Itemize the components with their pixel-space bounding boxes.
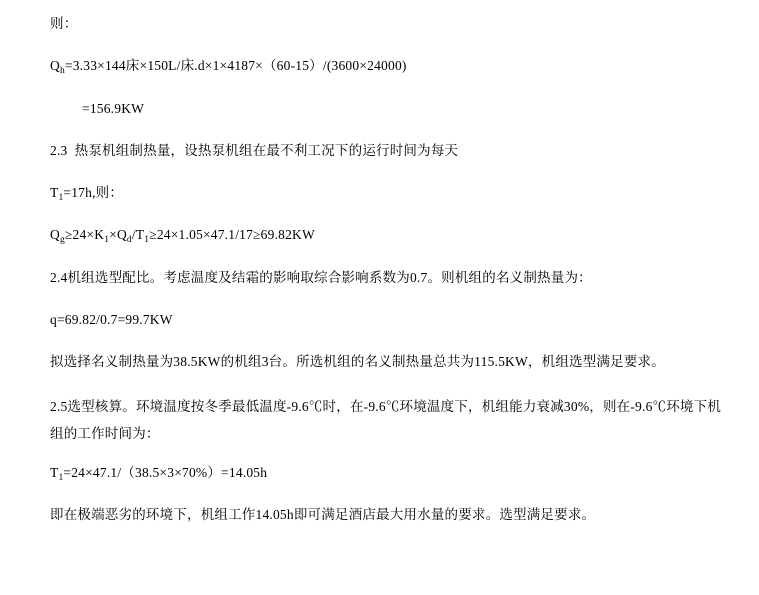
paragraph-qh-formula xyxy=(26,56,733,76)
paragraph-t1-calculation xyxy=(26,463,733,483)
paragraph-section-2-5 xyxy=(26,394,733,447)
subscript-1: 1 xyxy=(58,472,64,483)
paragraph-t1-definition xyxy=(26,183,733,203)
paragraph-qg-formula xyxy=(26,225,733,245)
paragraph-selection xyxy=(26,352,733,372)
paragraph-conclusion xyxy=(26,505,733,525)
paragraph-text: 2.5选型核算。环境温度按冬季最低温度-9.6℃时，在-9.6℃环境温度下，机组能力衰减30%，则在-9.6℃环境下机组的工作时间为： xyxy=(50,399,722,441)
subscript-g: g xyxy=(59,235,65,246)
paragraph-qh-result xyxy=(26,99,733,119)
paragraph-text: $Q_g\ge 24\times K_1\times Q_d/T_1\ge 24\times 1.05\times 47.1/17\ge 69.82KW$ xyxy=(50,227,315,246)
paragraph-text: 拟选择名义制热量为38.5KW的机组3台。所选机组的名义制热量总共为115.5KW，机组选型满足要求。 xyxy=(50,354,665,369)
paragraph-text: $T_1=24\times 47.1/(38.5\times 3\times 70\%)=14.05h$ xyxy=(50,464,268,483)
paragraph-section-2-3 xyxy=(26,141,733,161)
paragraph-q-result xyxy=(26,310,733,330)
paragraph-section-2-4 xyxy=(26,268,733,288)
paragraph-text: 即在极端恶劣的环境下，机组工作14.05h即可满足酒店最大用水量的要求。选型满足要求。 xyxy=(50,507,596,523)
subscript-d: d xyxy=(126,235,132,246)
subscript-1: 1 xyxy=(104,235,110,246)
paragraph-text: 2.3 热泵机组制热量，设热泵机组在最不利工况下的运行时间为每天 xyxy=(50,142,459,158)
subscript-h: h xyxy=(59,66,65,77)
paragraph-text: $T_1=17h$,则： xyxy=(50,185,124,203)
paragraph-text: $Q_h=3.33\times 144$床×150L/床.d×1×4187×（60-15）/(3600×24000) xyxy=(50,58,407,77)
paragraph-text: 则： xyxy=(50,16,78,31)
subscript-1: 1 xyxy=(58,193,64,203)
paragraph-text: q=69.82/0.7=99.7KW xyxy=(50,311,173,327)
paragraph-text: =156.9KW xyxy=(82,100,145,116)
paragraph-text: 2.4机组选型配比。考虑温度及结霜的影响取综合影响系数为0.7。则机组的名义制热量为： xyxy=(50,269,592,285)
paragraph-then xyxy=(26,14,733,34)
subscript-1: 1 xyxy=(144,235,150,246)
